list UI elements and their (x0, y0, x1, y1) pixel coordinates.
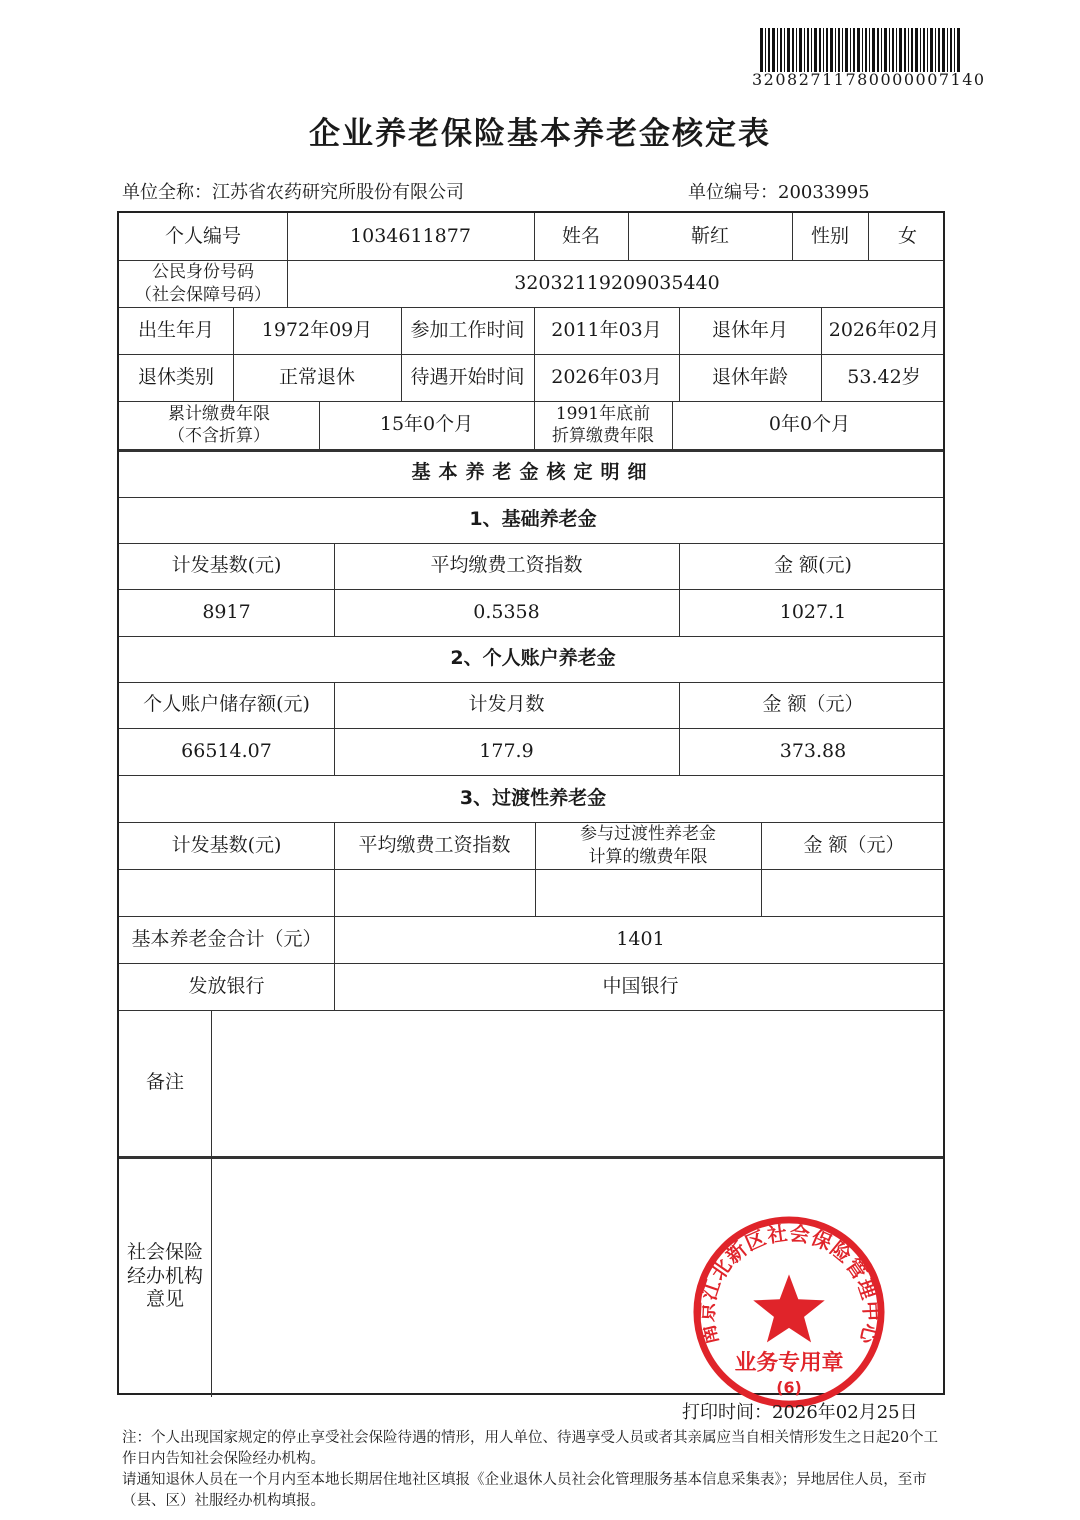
unit-name-value: 江苏省农药研究所股份有限公司 (212, 182, 464, 203)
personal-col-amount: 金 额（元） (762, 693, 864, 716)
retire-date-value: 2026年02月 (828, 318, 940, 341)
contrib-years-label-line2: （不含折算） (168, 426, 270, 446)
gender-value: 女 (897, 224, 917, 247)
total-label: 基本养老金合计（元） (131, 927, 322, 950)
transitional-col-index: 平均缴费工资指数 (358, 833, 511, 856)
agency-opinion-label (119, 1156, 211, 1397)
citizen-id-value: 32032119209035440 (514, 271, 720, 294)
unit-code (688, 178, 870, 204)
pre1991-value: 0年0个月 (768, 413, 851, 436)
basic-col-base: 计发基数(元) (171, 554, 282, 577)
name-label: 姓名 (561, 224, 600, 247)
contrib-years-label (119, 401, 319, 449)
agency-label-line2: 经办机构 (126, 1264, 203, 1287)
agency-label-line3: 意见 (145, 1288, 184, 1311)
transitional-col-amount: 金 额（元） (803, 833, 905, 856)
citizen-id-label (119, 260, 287, 307)
personal-val-months: 177.9 (479, 739, 534, 762)
official-seal-icon (690, 1213, 888, 1411)
footnotes (122, 1428, 948, 1512)
basic-val-base: 8917 (202, 600, 251, 623)
bank-label: 发放银行 (188, 974, 265, 997)
unit-code-label: 单位编号： (688, 182, 778, 203)
contrib-years-value: 15年0个月 (379, 413, 474, 436)
gender-label: 性别 (810, 224, 849, 247)
print-time: 打印时间：2026年02月25日 (682, 1402, 918, 1423)
footnote-2: 请通知退休人员在一个月内至本地长期居住地社区填报《企业退休人员社会化管理服务基本信息采集表》；异地居住人员，至市（县、区）社服经办机构填报。 (122, 1471, 927, 1509)
citizen-id-label-line1: 公民身份号码 (152, 262, 254, 283)
unit-name-label: 单位全称： (122, 182, 212, 203)
basic-val-amount: 1027.1 (779, 600, 847, 623)
contrib-years-label-line1: 累计缴费年限 (168, 403, 270, 424)
basic-col-amount: 金 额(元) (774, 554, 852, 577)
retire-age-label: 退休年龄 (711, 365, 788, 388)
bank-value: 中国银行 (602, 974, 679, 997)
person-id-label: 个人编号 (164, 224, 241, 247)
person-id-value: 1034611877 (350, 224, 471, 247)
pre1991-label-line2: 折算缴费年限 (552, 426, 654, 446)
barcode-number: 32082711780000007140 (752, 70, 986, 89)
benefit-start-value: 2026年03月 (551, 365, 662, 388)
page-title: 企业养老保险基本养老金核定表 (309, 116, 771, 152)
work-start-value: 2011年03月 (551, 318, 662, 341)
citizen-id-label-line2: （社会保障号码） (135, 284, 271, 305)
basic-col-index: 平均缴费工资指数 (430, 554, 583, 577)
basic-val-index: 0.5358 (473, 600, 540, 623)
unit-name (122, 178, 464, 204)
birth-value: 1972年09月 (261, 318, 373, 341)
total-value: 1401 (616, 927, 665, 950)
name-value: 靳红 (690, 224, 729, 247)
birth-label: 出生年月 (137, 318, 214, 341)
transitional-col-years-line1: 参与过渡性养老金 (580, 824, 716, 845)
retire-type-value: 正常退休 (278, 365, 355, 388)
work-start-label: 参加工作时间 (410, 318, 525, 341)
transitional-col-years (535, 822, 761, 869)
seal-number: (6) (776, 1378, 802, 1398)
seal-center-text: 业务专用章 (734, 1350, 844, 1376)
retire-age-value: 53.42岁 (847, 365, 921, 388)
agency-label-line1: 社会保险 (126, 1240, 203, 1263)
basic-pension-heading: 1、基础养老金 (469, 508, 597, 531)
footnote-1: 注：个人出现国家规定的停止享受社会保险待遇的情形，用人单位、待遇享受人员或者其亲属应当自相关情形发生之日起20个工作日内告知社会保险经办机构。 (122, 1430, 938, 1467)
personal-val-balance: 66514.07 (181, 739, 272, 762)
detail-heading: 基本养老金核定明细 (411, 461, 655, 484)
barcode (760, 28, 960, 72)
pre1991-label-line1: 1991年底前 (555, 403, 651, 424)
seal-ring-text: 南京江北新区社会保险管理中心 (695, 1221, 883, 1347)
retire-date-label: 退休年月 (711, 318, 788, 341)
personal-col-months: 计发月数 (468, 693, 545, 716)
pre1991-label (534, 401, 672, 449)
transitional-col-base: 计发基数(元) (171, 833, 282, 856)
retire-type-label: 退休类别 (137, 365, 214, 388)
personal-col-balance: 个人账户储存额(元) (143, 693, 310, 716)
benefit-start-label: 待遇开始时间 (410, 365, 525, 388)
unit-code-value: 20033995 (778, 182, 870, 203)
personal-val-amount: 373.88 (779, 739, 847, 762)
transitional-pension-heading: 3、过渡性养老金 (459, 786, 607, 809)
remarks-label: 备注 (145, 1071, 184, 1094)
personal-pension-heading: 2、个人账户养老金 (450, 647, 616, 670)
transitional-col-years-line2: 计算的缴费年限 (588, 846, 708, 867)
